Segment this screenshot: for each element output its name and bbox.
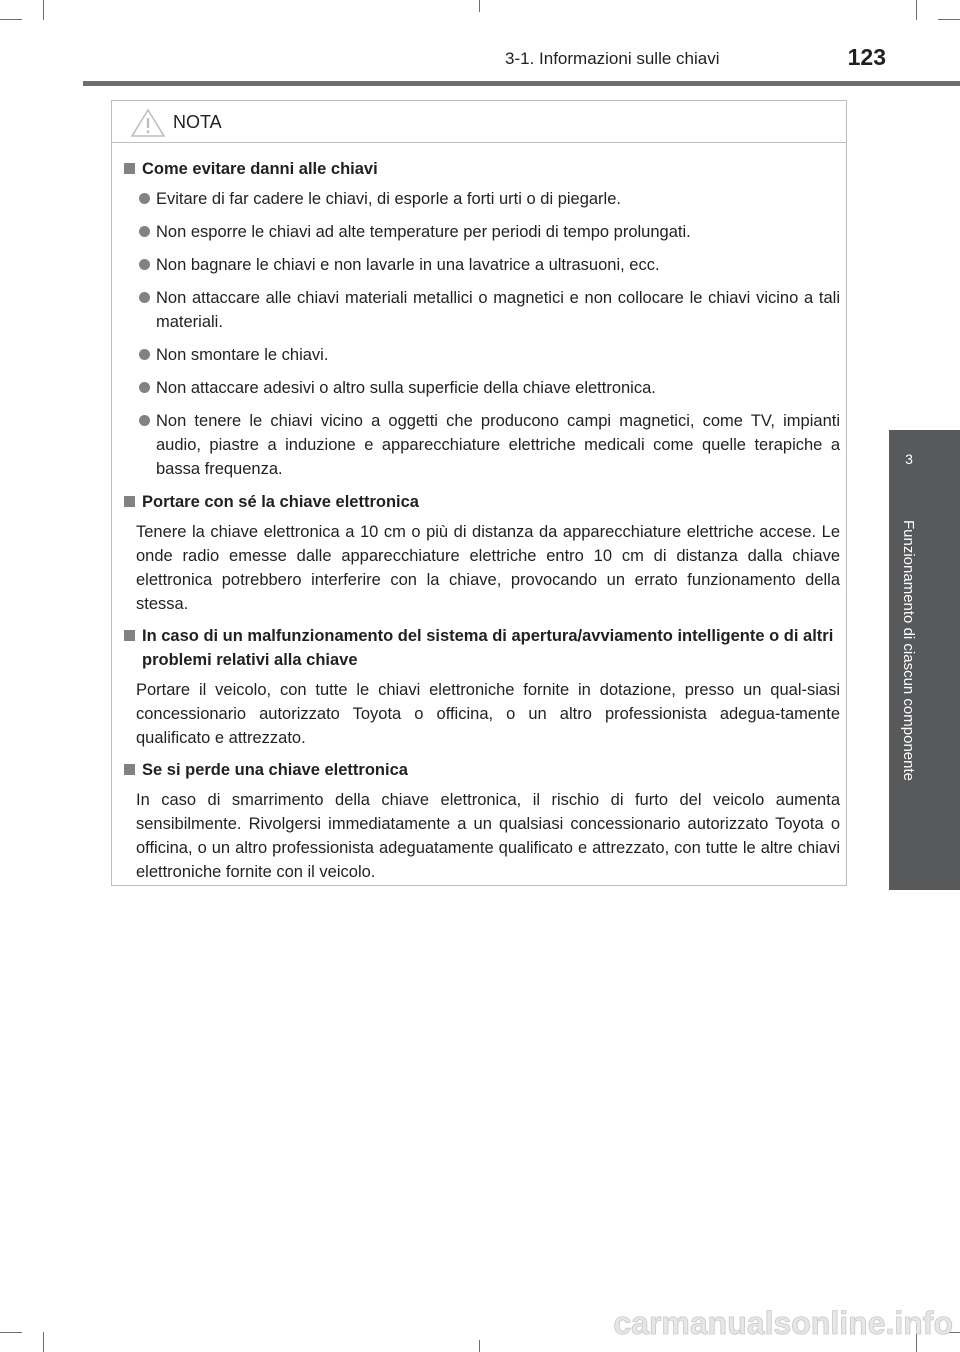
square-bullet-icon: [124, 496, 135, 507]
crop-mark: [43, 1332, 44, 1352]
list-item-text: Non attaccare alle chiavi materiali metallici o magnetici e non collocare le chiavi vicino a tali materiali.: [156, 289, 840, 331]
round-bullet-icon: [139, 349, 150, 360]
round-bullet-icon: [139, 292, 150, 303]
section-paragraph: In caso di smarrimento della chiave elettronica, il rischio di furto del veicolo aumenta sensibilmente. Rivolgersi immediatamente a un qualsiasi concessionario autorizzato Toyota o officina, o un altro professionista adeguatamente qualificato e attrezzato, con tutte le altre chiavi elettroniche fornite con il veicolo.: [136, 791, 840, 881]
square-bullet-icon: [124, 630, 135, 641]
chapter-number: 3: [905, 451, 913, 467]
list-item-text: Evitare di far cadere le chiavi, di esporle a forti urti o di piegarle.: [156, 190, 621, 208]
list-item-text: Non smontare le chiavi.: [156, 346, 329, 364]
crop-mark: [479, 1340, 480, 1352]
list-item-text: Non esporre le chiavi ad alte temperature per periodi di tempo prolungati.: [156, 223, 691, 241]
note-title: NOTA: [173, 112, 222, 132]
section-heading: 3-1. Informazioni sulle chiavi: [505, 49, 720, 68]
list-item: [124, 286, 840, 334]
crop-mark: [0, 19, 22, 20]
note-header: [112, 101, 846, 143]
list-item: [124, 376, 840, 400]
round-bullet-icon: [139, 193, 150, 204]
list-item-text: Non bagnare le chiavi e non lavarle in una lavatrice a ultrasuoni, ecc.: [156, 256, 660, 274]
list-item: [124, 343, 840, 367]
section-title: [124, 758, 840, 782]
round-bullet-icon: [139, 226, 150, 237]
watermark-text: carmanualsonline.info: [613, 1305, 953, 1341]
section-title-text: In caso di un malfunzionamento del sistema di apertura/avviamento intelligente o di altri problemi relativi alla chiave: [142, 627, 834, 669]
header-rule: [83, 81, 960, 86]
list-item: [124, 253, 840, 277]
page-number: 123: [847, 44, 886, 70]
section-title: [124, 490, 840, 514]
list-item: [124, 409, 840, 481]
round-bullet-icon: [139, 415, 150, 426]
note-section: [124, 490, 840, 616]
warning-triangle-icon: [130, 108, 166, 138]
round-bullet-icon: [139, 259, 150, 270]
section-paragraph: Portare il veicolo, con tutte le chiavi elettroniche fornite in dotazione, presso un qual-siasi concessionario autorizzato Toyota o officina, o un altro professionista adegua-tamente qualificato e attrezzato.: [136, 681, 840, 747]
square-bullet-icon: [124, 163, 135, 174]
section-title-text: Come evitare danni alle chiavi: [142, 160, 378, 178]
note-section: [124, 157, 840, 481]
round-bullet-icon: [139, 382, 150, 393]
crop-mark: [938, 19, 960, 20]
section-title-text: Se si perde una chiave elettronica: [142, 761, 408, 779]
crop-mark: [0, 1332, 22, 1333]
crop-mark: [43, 0, 44, 20]
section-title: [124, 624, 840, 672]
note-content: [124, 157, 840, 892]
chapter-label: Funzionamento di ciascun componente: [900, 520, 917, 781]
list-item-text: Non tenere le chiavi vicino a oggetti che producono campi magnetici, come TV, impianti audio, piastre a induzione e apparecchiature elettriche medicali come quelle terapiche a bassa frequenza.: [156, 412, 840, 478]
list-item: [124, 220, 840, 244]
crop-mark: [479, 0, 480, 12]
square-bullet-icon: [124, 764, 135, 775]
list-item: [124, 187, 840, 211]
note-section: [124, 758, 840, 884]
list-item-text: Non attaccare adesivi o altro sulla superficie della chiave elettronica.: [156, 379, 656, 397]
section-paragraph: Tenere la chiave elettronica a 10 cm o più di distanza da apparecchiature elettriche accese. Le onde radio emesse dalle apparecchiature elettriche entro 10 cm di distanza dalla chiave elettronica potrebbero interferire con la chiave, provocando un errato funzionamento della stessa.: [136, 523, 840, 613]
watermark-logo: [605, 1300, 955, 1342]
section-title: [124, 157, 840, 181]
section-title-text: Portare con sé la chiave elettronica: [142, 493, 419, 511]
note-section: [124, 624, 840, 750]
crop-mark: [916, 0, 917, 20]
